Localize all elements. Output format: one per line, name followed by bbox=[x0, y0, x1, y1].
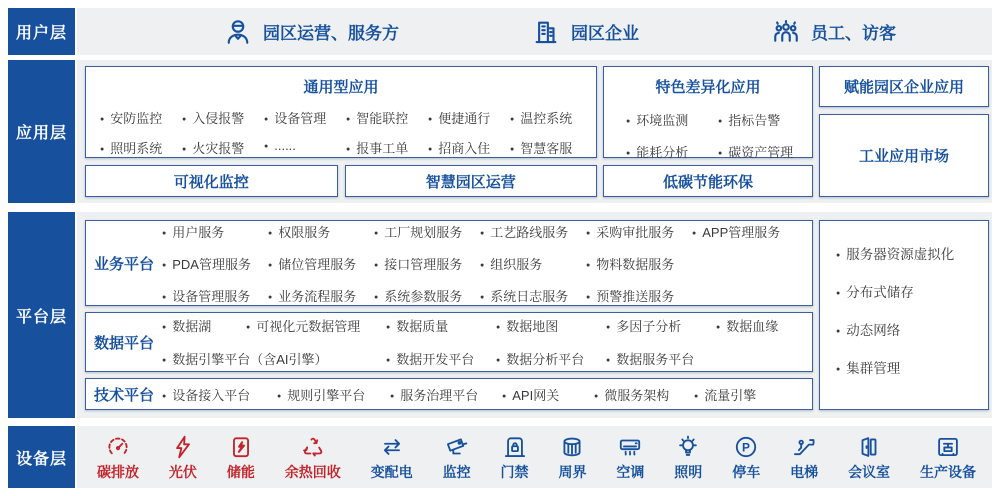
bullet-item: ● 预警推送服务 bbox=[586, 286, 692, 305]
device-item bbox=[790, 434, 818, 482]
tech-platform-title: 技术平台 bbox=[93, 386, 154, 404]
data-platform-box bbox=[85, 312, 813, 372]
item-row bbox=[604, 110, 812, 129]
device-label: 监控 bbox=[442, 464, 471, 480]
platform-left-column bbox=[85, 220, 813, 410]
smart-park-operation-box: 智慧园区运营 bbox=[345, 165, 598, 197]
bullet-item: ● 指标告警 bbox=[718, 110, 812, 129]
perimeter-icon bbox=[559, 434, 585, 460]
featured-apps-items bbox=[604, 110, 812, 161]
bullet-item: ● 系统日志服务 bbox=[480, 286, 586, 305]
bullet-item: ● 系统参数服务 bbox=[374, 286, 480, 305]
bullet-item: ● 数据开发平台 bbox=[386, 349, 496, 368]
parking-icon bbox=[733, 434, 759, 460]
bullet-item: ● 动态网络 bbox=[836, 319, 982, 339]
bullet-item: ● 设备管理服务 bbox=[162, 286, 268, 305]
bullet-item: ● 智能联控 bbox=[346, 108, 428, 127]
recycle-icon bbox=[300, 434, 326, 460]
bullet-item: ● 储位管理服务 bbox=[268, 254, 374, 273]
bullet-item: ● 工艺路线服务 bbox=[480, 222, 586, 241]
app-column-right bbox=[819, 66, 989, 197]
bullet-item: ● PDA管理服务 bbox=[162, 254, 268, 273]
bullet-item: ● 数据地图 bbox=[496, 316, 606, 335]
door-lock-icon bbox=[502, 434, 528, 460]
user-group-label: 园区企业 bbox=[571, 24, 639, 43]
operator-icon bbox=[223, 17, 253, 47]
featured-apps-title: 特色差异化应用 bbox=[655, 79, 761, 96]
bullet-item: ● 温控系统 bbox=[510, 108, 596, 127]
device-layer-label: 设备层 bbox=[8, 426, 75, 488]
item-row bbox=[162, 286, 812, 305]
device-label: 碳排放 bbox=[97, 464, 139, 480]
device-label: 生产设备 bbox=[919, 464, 976, 480]
device-item bbox=[169, 434, 197, 482]
svg-text:P: P bbox=[742, 440, 751, 455]
bullet-item: ● 集群管理 bbox=[836, 357, 982, 377]
user-group-label: 园区运营、服务方 bbox=[263, 24, 399, 43]
bullet-item: ● 入侵报警 bbox=[182, 108, 264, 127]
ac-icon bbox=[617, 434, 643, 460]
low-carbon-box: 低碳节能环保 bbox=[603, 165, 813, 197]
business-platform-title: 业务平台 bbox=[93, 255, 154, 273]
building-icon bbox=[531, 17, 561, 47]
bullet-item: ● 接口管理服务 bbox=[374, 254, 480, 273]
platform-layer-band bbox=[77, 212, 992, 418]
bolt-icon bbox=[170, 434, 196, 460]
infrastructure-box bbox=[819, 220, 989, 410]
bullet-item: ● 多因子分析 bbox=[606, 316, 716, 335]
app-layer-row bbox=[8, 60, 992, 203]
industrial-market-box: 工业应用市场 bbox=[819, 114, 989, 197]
business-platform-items bbox=[162, 222, 812, 305]
device-layer-row bbox=[8, 426, 992, 488]
bullet-item: ● 可视化元数据管理 bbox=[246, 316, 386, 335]
device-label: 门禁 bbox=[500, 464, 529, 480]
bullet-item: ● 设备管理 bbox=[264, 108, 346, 127]
featured-apps-box bbox=[603, 66, 813, 158]
bullet-item: ● ...... bbox=[264, 138, 346, 157]
device-item bbox=[558, 434, 586, 482]
bullet-item: ● 微服务架构 bbox=[594, 385, 694, 404]
cctv-icon bbox=[444, 434, 470, 460]
device-item bbox=[848, 434, 890, 482]
bullet-item: ● 招商入住 bbox=[428, 138, 510, 157]
general-apps-title: 通用型应用 bbox=[303, 79, 379, 96]
item-row bbox=[162, 349, 812, 368]
platform-layer-row bbox=[8, 212, 992, 418]
bulb-icon bbox=[675, 434, 701, 460]
bullet-item: ● 数据质量 bbox=[386, 316, 496, 335]
item-row bbox=[162, 222, 812, 241]
bullet-item: ● 数据服务平台 bbox=[606, 349, 812, 368]
device-item bbox=[501, 434, 529, 482]
machine-icon bbox=[935, 434, 961, 460]
device-label: 周界 bbox=[558, 464, 587, 480]
battery-icon bbox=[228, 434, 254, 460]
tech-platform-items bbox=[162, 385, 812, 404]
device-label: 照明 bbox=[674, 464, 703, 480]
bullet-item: ● 服务器资源虚拟化 bbox=[836, 243, 982, 263]
bullet-item: ● 安防监控 bbox=[100, 108, 182, 127]
people-icon bbox=[771, 17, 801, 47]
bullet-item: ● 采购审批服务 bbox=[586, 222, 692, 241]
user-layer-row bbox=[8, 8, 992, 55]
bullet-item: ● 智慧客服 bbox=[510, 138, 596, 157]
bullet-item: ● 数据分析平台 bbox=[496, 349, 606, 368]
device-item bbox=[443, 434, 471, 482]
device-layer-band bbox=[77, 426, 992, 488]
device-item bbox=[227, 434, 255, 482]
data-platform-title: 数据平台 bbox=[93, 334, 154, 352]
bullet-item: ● 工厂规划服务 bbox=[374, 222, 480, 241]
item-row bbox=[604, 142, 812, 161]
bullet-item: ● 报事工单 bbox=[346, 138, 428, 157]
app-layer-label: 应用层 bbox=[8, 60, 75, 203]
bullet-item: ● 照明系统 bbox=[100, 138, 182, 157]
business-platform-box bbox=[85, 220, 813, 306]
device-item bbox=[616, 434, 644, 482]
device-label: 会议室 bbox=[848, 464, 891, 480]
bullet-item: ● 碳资产管理 bbox=[718, 142, 812, 161]
item-row bbox=[86, 138, 596, 157]
bullet-item: ● 数据湖 bbox=[162, 316, 246, 335]
meeting-door-icon bbox=[856, 434, 882, 460]
platform-layer-label: 平台层 bbox=[8, 212, 75, 418]
user-layer-band bbox=[77, 8, 992, 55]
item-row bbox=[162, 316, 812, 335]
bullet-item: ● 便捷通行 bbox=[428, 108, 510, 127]
swap-arrows-icon bbox=[379, 434, 405, 460]
device-label: 停车 bbox=[732, 464, 761, 480]
bullet-item: ● 分布式储存 bbox=[836, 281, 982, 301]
device-item bbox=[674, 434, 702, 482]
user-layer-label: 用户层 bbox=[8, 8, 75, 55]
user-group bbox=[223, 17, 399, 47]
user-group bbox=[531, 17, 639, 47]
escalator-icon bbox=[791, 434, 817, 460]
device-item bbox=[920, 434, 976, 482]
device-label: 空调 bbox=[616, 464, 645, 480]
bullet-item: ● 火灾报警 bbox=[182, 138, 264, 157]
bullet-item: ● 业务流程服务 bbox=[268, 286, 374, 305]
app-column-general bbox=[85, 66, 597, 197]
empower-enterprise-box: 赋能园区企业应用 bbox=[819, 66, 989, 107]
device-label: 储能 bbox=[226, 464, 255, 480]
bullet-item: ● 权限服务 bbox=[268, 222, 374, 241]
general-apps-items bbox=[86, 108, 596, 157]
device-item bbox=[97, 434, 139, 482]
device-item bbox=[285, 434, 341, 482]
bullet-item: ● 规则引擎平台 bbox=[277, 385, 390, 404]
item-row bbox=[162, 254, 812, 273]
bullet-item: ● 物料数据服务 bbox=[586, 254, 692, 273]
gauge-icon bbox=[105, 434, 131, 460]
device-item bbox=[732, 434, 760, 482]
bullet-item: ● 能耗分析 bbox=[626, 142, 718, 161]
bullet-item: ● 环境监测 bbox=[626, 110, 718, 129]
device-label: 光伏 bbox=[168, 464, 197, 480]
data-platform-items bbox=[162, 316, 812, 368]
bullet-item: ● APP管理服务 bbox=[692, 222, 812, 241]
app-column-featured bbox=[603, 66, 813, 197]
device-label: 余热回收 bbox=[284, 464, 341, 480]
app-bottom-left bbox=[85, 165, 597, 197]
user-group-label: 员工、访客 bbox=[811, 24, 896, 43]
bullet-item: ● 设备接入平台 bbox=[162, 385, 277, 404]
item-row bbox=[162, 385, 812, 404]
item-row bbox=[86, 108, 596, 127]
bullet-item: ● API网关 bbox=[502, 385, 594, 404]
bullet-item: ● 数据血缘 bbox=[716, 316, 812, 335]
bullet-item: ● 用户服务 bbox=[162, 222, 268, 241]
general-apps-box bbox=[85, 66, 597, 158]
device-label: 电梯 bbox=[790, 464, 819, 480]
device-item bbox=[371, 434, 413, 482]
user-group bbox=[771, 17, 896, 47]
bullet-item: ● 数据引擎平台（含AI引擎） bbox=[162, 349, 386, 368]
device-label: 变配电 bbox=[370, 464, 413, 480]
bullet-item: ● 服务治理平台 bbox=[390, 385, 502, 404]
bullet-item: ● 流量引擎 bbox=[694, 385, 812, 404]
app-layer-band bbox=[77, 60, 992, 203]
visual-monitoring-box: 可视化监控 bbox=[85, 165, 338, 197]
tech-platform-box bbox=[85, 378, 813, 410]
bullet-item: ● 组织服务 bbox=[480, 254, 586, 273]
